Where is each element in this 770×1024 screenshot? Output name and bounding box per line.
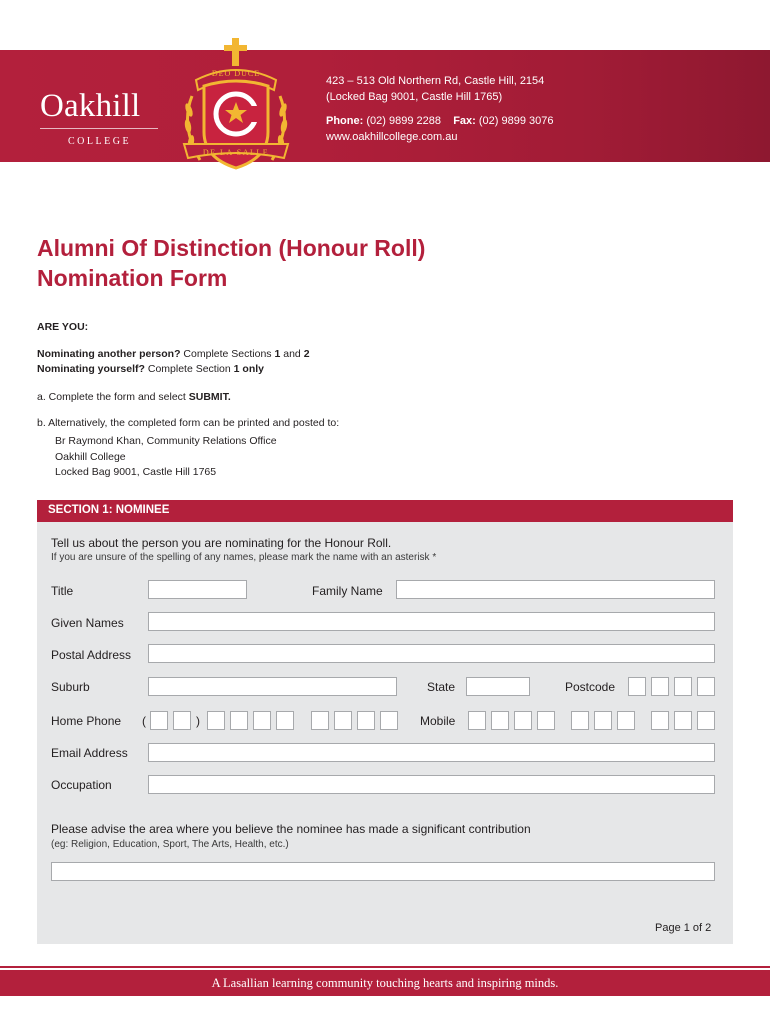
logo-subtitle: COLLEGE (68, 136, 132, 147)
fax-number: (02) 9899 3076 (478, 115, 554, 127)
mobile-digit-7[interactable] (617, 711, 635, 730)
mobile-digit-6[interactable] (594, 711, 612, 730)
postcode-digit-2[interactable] (651, 677, 669, 696)
and-text: and (280, 348, 304, 360)
logo-name: Oakhill (40, 88, 141, 124)
postcode-label: Postcode (565, 680, 616, 694)
area-code-digit-1[interactable] (150, 711, 168, 730)
step-a (37, 390, 231, 405)
state-label: State (427, 680, 456, 694)
postcode-digit-3[interactable] (674, 677, 692, 696)
email-label: Email Address (51, 746, 128, 760)
post-address-1: Br Raymond Khan, Community Relations Office (55, 435, 277, 447)
mobile-digit-2[interactable] (491, 711, 509, 730)
are-you-label: ARE YOU: (37, 321, 89, 333)
crest-motto-bottom: DE LA SALLE (202, 148, 270, 157)
mobile-label: Mobile (420, 714, 456, 728)
page-title (37, 233, 425, 293)
home-phone-digit-4[interactable] (276, 711, 294, 730)
phone-label: Phone: (326, 115, 364, 127)
nominate-self-line (37, 362, 264, 377)
fax-label: Fax: (453, 115, 476, 127)
section-1-instruction: Tell us about the person you are nominating for the Honour Roll. (51, 536, 392, 550)
section-1-note: If you are unsure of the spelling of any names, please mark the name with an asterisk * (51, 552, 437, 563)
contribution-examples: (eg: Religion, Education, Sport, The Arts, Health, etc.) (51, 839, 289, 850)
nominate-self-question: Nominating yourself? (37, 363, 145, 375)
email-field[interactable] (148, 743, 715, 762)
home-phone-digit-8[interactable] (380, 711, 398, 730)
mobile-digit-3[interactable] (514, 711, 532, 730)
address-line-2: (Locked Bag 9001, Castle Hill 1765) (326, 91, 503, 103)
postcode-digit-4[interactable] (697, 677, 715, 696)
are-you-heading (37, 320, 88, 335)
home-phone-digit-6[interactable] (334, 711, 352, 730)
occupation-field[interactable] (148, 775, 715, 794)
section-number-1: 1 (274, 348, 281, 360)
postcode-digit-1[interactable] (628, 677, 646, 696)
step-a-text: a. Complete the form and select (37, 391, 189, 403)
footer-rule (0, 966, 770, 968)
mobile-digit-4[interactable] (537, 711, 555, 730)
area-code-digit-2[interactable] (173, 711, 191, 730)
family-name-field[interactable] (396, 580, 715, 599)
section-number-2: 2 (303, 348, 310, 360)
crest-motto-top: DEO DUCE (211, 69, 261, 78)
phone-fax-line (326, 113, 554, 129)
mobile-digit-5[interactable] (571, 711, 589, 730)
mobile-digit-10[interactable] (697, 711, 715, 730)
given-names-field[interactable] (148, 612, 715, 631)
nominate-other-line (37, 347, 310, 362)
footer-tagline: A Lasallian learning community touching hearts and inspiring minds. (0, 970, 770, 996)
nominate-self-text: Complete Section (144, 363, 234, 375)
submit-word: SUBMIT. (188, 391, 231, 403)
home-phone-label: Home Phone (51, 714, 122, 728)
website-link[interactable]: www.oakhillcollege.com.au (326, 131, 458, 143)
post-address-3: Locked Bag 9001, Castle Hill 1765 (55, 466, 217, 478)
suburb-label: Suburb (51, 680, 90, 694)
page-number: Page 1 of 2 (655, 922, 712, 934)
home-phone-digit-1[interactable] (207, 711, 225, 730)
home-phone-digit-5[interactable] (311, 711, 329, 730)
occupation-label: Occupation (51, 778, 112, 792)
title-label: Title (51, 584, 74, 598)
home-phone-digit-7[interactable] (357, 711, 375, 730)
nominate-other-question: Nominating another person? (37, 348, 181, 360)
mobile-digit-9[interactable] (674, 711, 692, 730)
postal-address-field[interactable] (148, 644, 715, 663)
area-code-close-paren: ) (196, 714, 200, 728)
given-names-label: Given Names (51, 616, 124, 630)
contribution-field[interactable] (51, 862, 715, 881)
state-field[interactable] (466, 677, 530, 696)
college-crest-icon (174, 36, 298, 182)
title-line-1: Alumni Of Distinction (Honour Roll) (37, 235, 426, 261)
section-1-heading: SECTION 1: NOMINEE (37, 500, 733, 522)
postal-address-label: Postal Address (51, 648, 132, 662)
title-field[interactable] (148, 580, 247, 599)
home-phone-digit-3[interactable] (253, 711, 271, 730)
area-code-open-paren: ( (142, 714, 146, 728)
section-1-only: 1 only (233, 363, 264, 375)
family-name-label: Family Name (312, 584, 383, 598)
mobile-digit-1[interactable] (468, 711, 486, 730)
contact-block (326, 73, 554, 145)
post-address-2: Oakhill College (55, 450, 126, 463)
phone-number: (02) 9899 2288 (366, 115, 441, 127)
home-phone-digit-2[interactable] (230, 711, 248, 730)
nominate-other-text: Complete Sections (180, 348, 275, 360)
address-line-1: 423 – 513 Old Northern Rd, Castle Hill, 2154 (326, 75, 545, 87)
suburb-field[interactable] (148, 677, 397, 696)
step-b: b. Alternatively, the completed form can be printed and posted to: (37, 417, 340, 429)
mobile-digit-8[interactable] (651, 711, 669, 730)
contribution-prompt: Please advise the area where you believe the nominee has made a significant contribution (51, 822, 531, 836)
title-line-2: Nomination Form (37, 265, 228, 291)
logo-divider (40, 128, 158, 129)
